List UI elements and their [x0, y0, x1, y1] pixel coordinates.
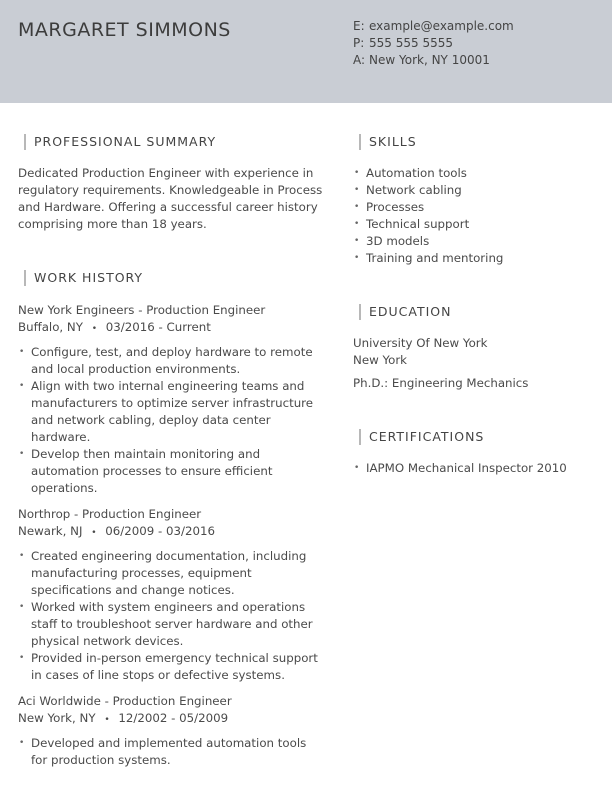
work-history-section [18, 302, 323, 497]
separator-dot: • [91, 324, 98, 334]
address-value: New York, NY 10001 [369, 53, 490, 67]
job-bullet: • Worked with system engineers and operations staff to troubleshoot server hardware and other physical network devices. [18, 599, 323, 650]
job-dates: 06/2009 - 03/2016 [105, 524, 216, 538]
certifications-section [353, 454, 598, 477]
contact-label: P: [353, 36, 365, 50]
job-title: Aci Worldwide - Production Engineer [18, 694, 232, 708]
education-section [353, 335, 598, 392]
contact-email [353, 18, 514, 35]
job-bullets [18, 548, 323, 684]
job-entry [18, 506, 323, 684]
section-heading-certifications: CERTIFICATIONS [359, 429, 484, 445]
job-entry [18, 693, 323, 769]
contact-block [353, 18, 514, 69]
skill-item: • Network cabling [353, 182, 598, 199]
job-bullet: • Provided in-person emergency technical support in cases of line stops or defective systems. [18, 650, 323, 684]
education-degree: Ph.D.: Engineering Mechanics [353, 376, 529, 390]
job-bullets [18, 735, 323, 769]
skill-item: • Processes [353, 199, 598, 216]
skills-section [353, 159, 598, 267]
summary-text: Dedicated Production Engineer with experience in regulatory requirements. Knowledgeable in Process and Hardware. Offering a successful career history comprising more than 18 years. [18, 166, 323, 231]
section-heading-education: EDUCATION [359, 304, 452, 320]
job-meta [18, 523, 323, 542]
certifications-list [353, 460, 598, 477]
phone-value: 555 555 5555 [369, 36, 453, 50]
section-heading-work-history: WORK HISTORY [24, 270, 143, 286]
skills-list [353, 165, 598, 267]
resume-header [0, 0, 612, 103]
education-city: New York [353, 353, 408, 367]
job-meta [18, 710, 323, 729]
skill-item: • 3D models [353, 233, 598, 250]
email-value: example@example.com [369, 19, 514, 33]
skill-item: • Training and mentoring [353, 250, 598, 267]
job-dates: 12/2002 - 05/2009 [118, 711, 229, 725]
job-bullet: • Configure, test, and deploy hardware to remote and local production environments. [18, 344, 323, 378]
candidate-name: MARGARET SIMMONS [18, 19, 231, 41]
contact-label: E: [353, 19, 365, 33]
work-history-section-2 [18, 506, 323, 684]
section-heading-summary: PROFESSIONAL SUMMARY [24, 134, 216, 150]
contact-phone [353, 35, 514, 52]
job-bullet: • Develop then maintain monitoring and automation processes to ensure efficient operations. [18, 446, 323, 497]
work-history-section-3 [18, 693, 323, 769]
contact-address [353, 52, 514, 69]
job-title: Northrop - Production Engineer [18, 507, 202, 521]
skill-item: • Technical support [353, 216, 598, 233]
job-entry [18, 302, 323, 497]
certification-item: • IAPMO Mechanical Inspector 2010 [353, 460, 598, 477]
education-school: University Of New York [353, 336, 488, 350]
section-heading-skills: SKILLS [359, 134, 417, 150]
skill-item: • Automation tools [353, 165, 598, 182]
job-location: Buffalo, NY [18, 320, 83, 334]
job-meta [18, 319, 323, 338]
job-bullet: • Created engineering documentation, including manufacturing processes, equipment specifications and change notices. [18, 548, 323, 599]
job-location: New York, NY [18, 711, 96, 725]
job-title: New York Engineers - Production Engineer [18, 303, 266, 317]
job-bullets [18, 344, 323, 497]
separator-dot: • [104, 715, 110, 725]
job-bullet: • Align with two internal engineering teams and manufacturers to optimize server infrastructure and network cabling, deploy data center hardware. [18, 378, 323, 446]
separator-dot: • [91, 528, 97, 538]
job-location: Newark, NJ [18, 524, 83, 538]
contact-label: A: [353, 53, 366, 67]
summary-section [18, 165, 323, 233]
job-dates: 03/2016 - Current [105, 320, 211, 334]
job-bullet: • Developed and implemented automation tools for production systems. [18, 735, 323, 769]
